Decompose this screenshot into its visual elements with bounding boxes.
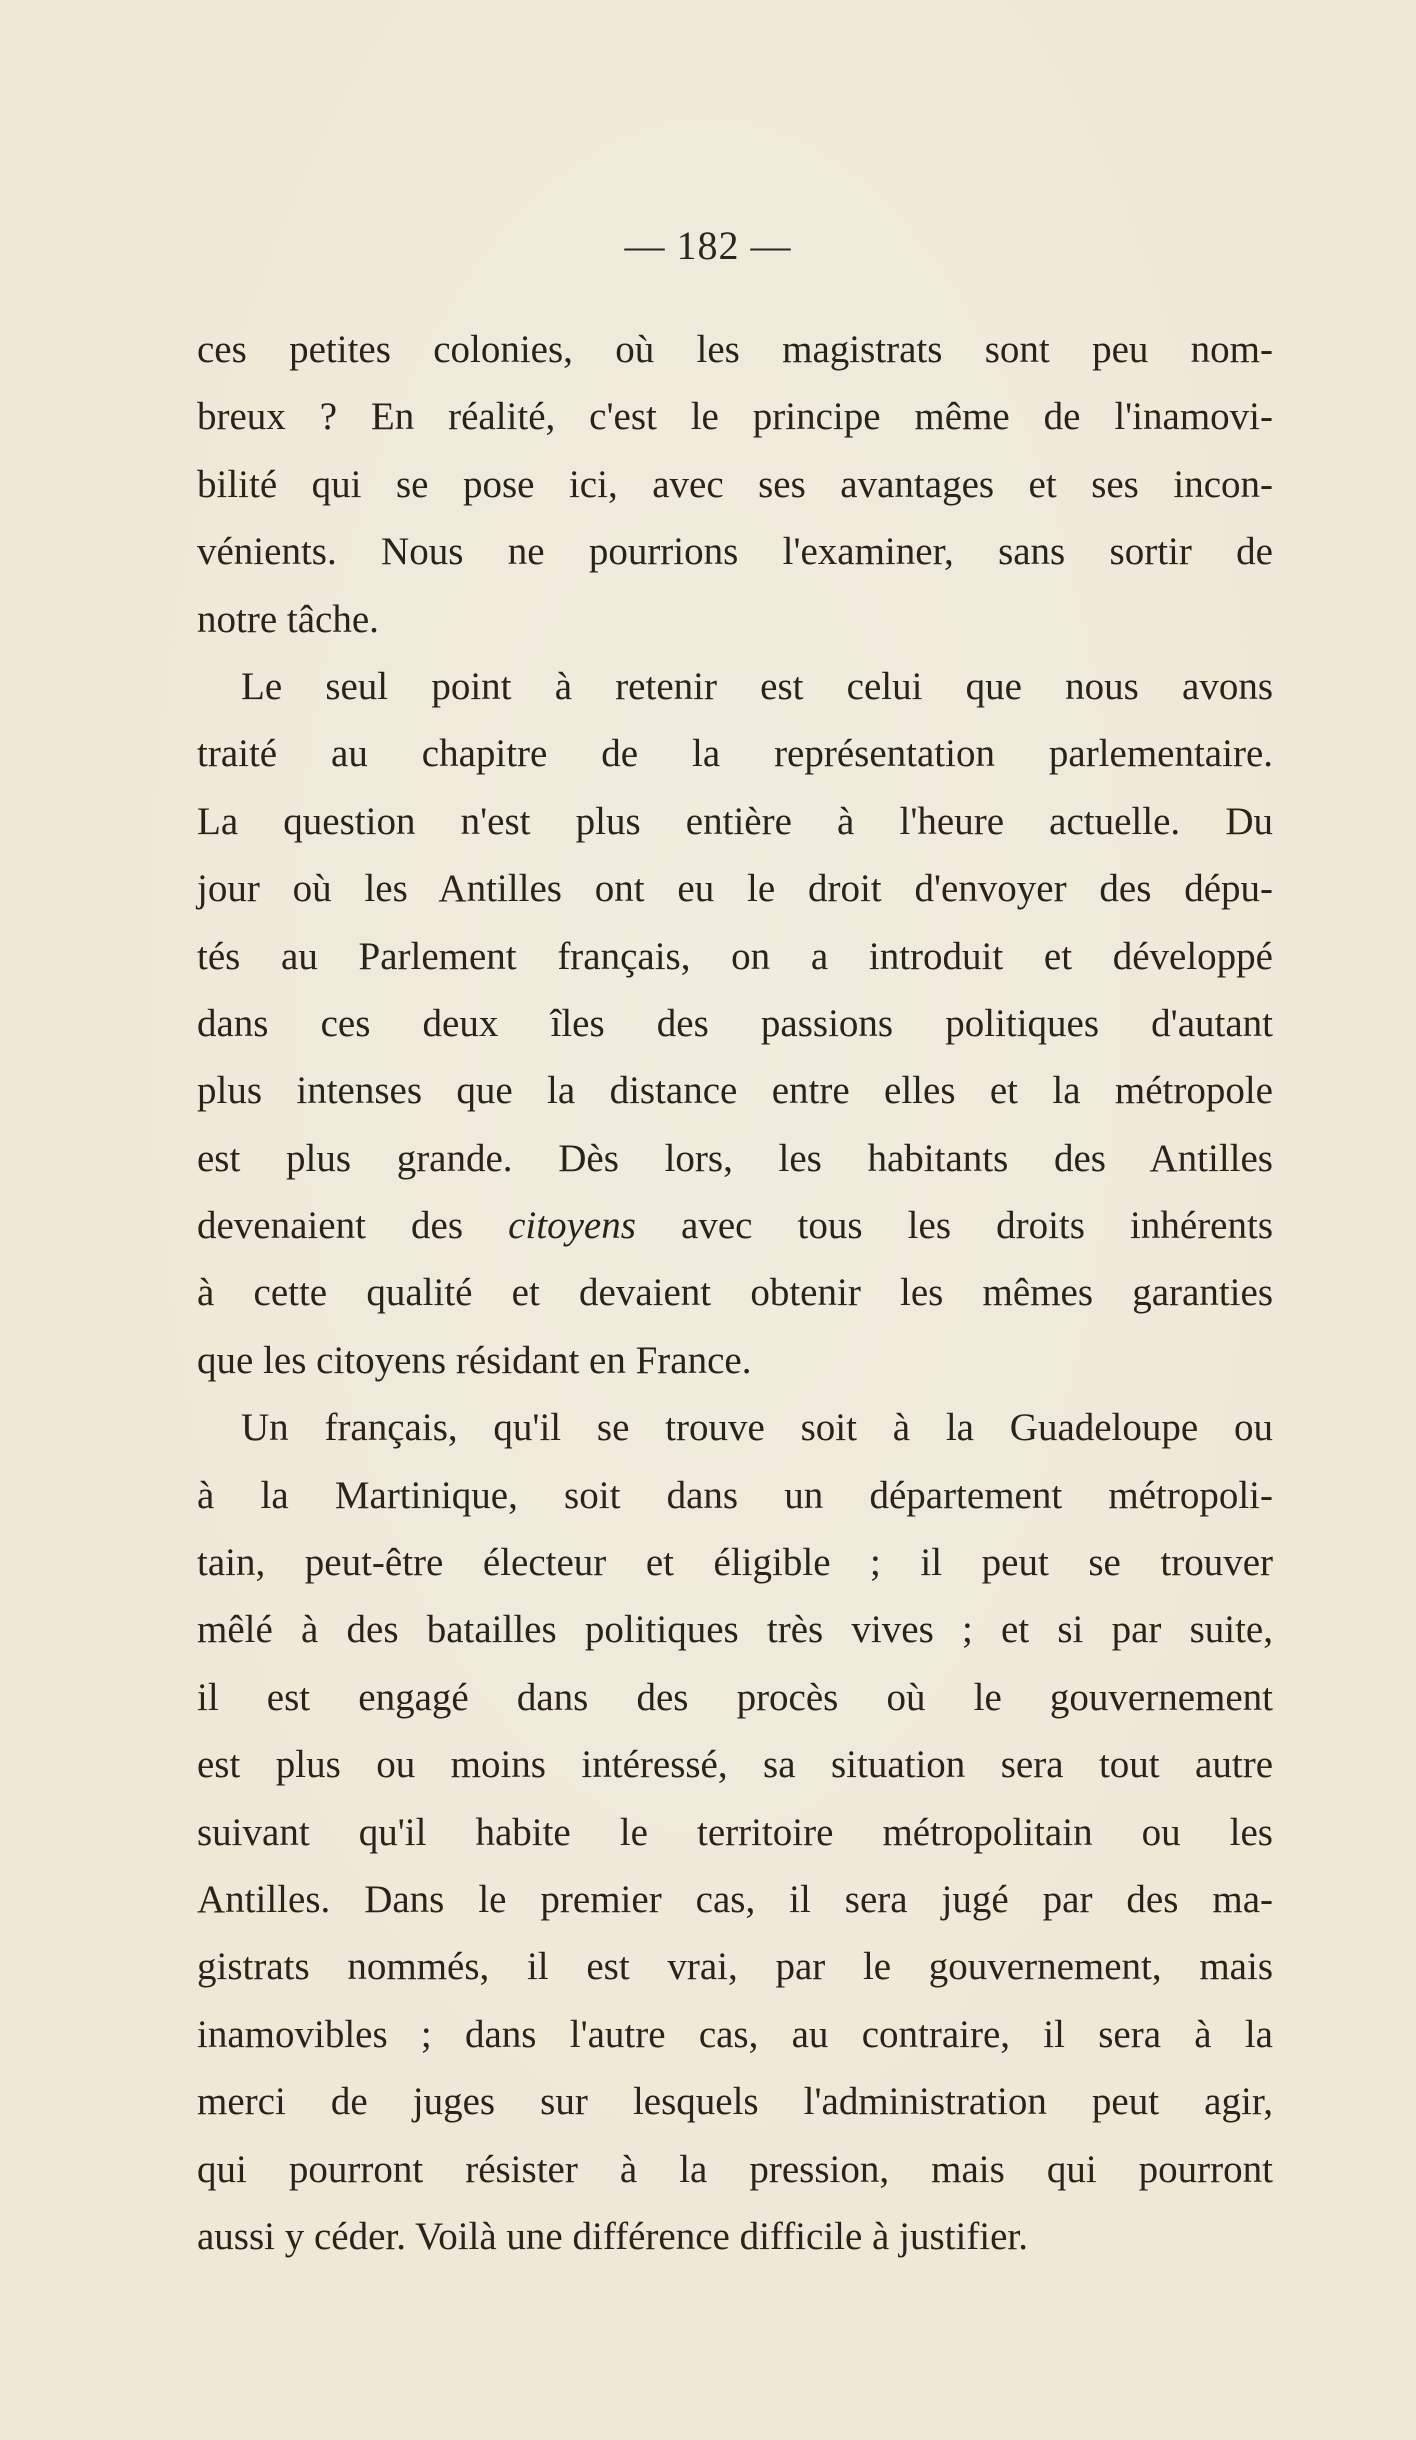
text-segment: bilité qui se pose ici, avec ses avantages et ses incon- (197, 462, 1273, 506)
text-line (197, 1259, 1273, 1326)
text-line (197, 1731, 1273, 1798)
text-segment: ces petites colonies, où les magistrats sont peu nom- (197, 328, 1273, 371)
text-line (197, 383, 1273, 450)
text-segment: mêlé à des batailles politiques très vives ; et si par suite, (197, 1608, 1273, 1652)
text-line (197, 586, 1273, 653)
text-line (197, 2001, 1273, 2068)
text-line (197, 1866, 1273, 1933)
emphasized-word: citoyens (508, 1204, 636, 1248)
text-line (197, 1125, 1273, 1192)
text-line (197, 788, 1273, 855)
text-segment: traité au chapitre de la représentation parlementaire. (197, 732, 1273, 776)
text-line (197, 653, 1273, 720)
text-line (197, 1057, 1273, 1124)
text-line (197, 1664, 1273, 1731)
text-line (197, 1462, 1273, 1529)
text-line (197, 720, 1273, 787)
text-line (197, 1529, 1273, 1596)
text-line (197, 855, 1273, 922)
text-segment: Un français, qu'il se trouve soit à la Guadeloupe ou (241, 1406, 1273, 1450)
text-line (197, 2136, 1273, 2203)
text-segment: suivant qu'il habite le territoire métropolitain ou les (197, 1810, 1273, 1854)
text-segment: Le seul point à retenir est celui que nous avons (241, 664, 1273, 708)
text-line (197, 923, 1273, 990)
body-text (197, 316, 1273, 2270)
text-segment: que les citoyens résidant en France. (197, 1338, 752, 1382)
text-segment: il est engagé dans des procès où le gouvernement (197, 1675, 1273, 1719)
text-segment: breux ? En réalité, c'est le principe même de l'inamovi- (197, 395, 1273, 439)
text-line (197, 1327, 1273, 1394)
text-segment: à cette qualité et devaient obtenir les mêmes garanties (197, 1271, 1273, 1315)
text-segment: La question n'est plus entière à l'heure actuelle. Du (197, 799, 1273, 843)
text-line (197, 518, 1273, 585)
text-segment: dans ces deux îles des passions politiques d'autant (197, 1001, 1273, 1045)
text-line (197, 451, 1273, 518)
text-segment: plus intenses que la distance entre elles et la métropole (197, 1069, 1273, 1113)
text-segment: jour où les Antilles ont eu le droit d'envoyer des dépu- (197, 867, 1273, 911)
text-line (197, 2068, 1273, 2135)
text-segment: gistrats nommés, il est vrai, par le gouvernement, mais (197, 1945, 1273, 1989)
text-line (197, 1596, 1273, 1663)
text-segment: tés au Parlement français, on a introduit et développé (197, 934, 1273, 978)
text-line (197, 316, 1273, 383)
text-segment: à la Martinique, soit dans un département métropoli- (197, 1473, 1273, 1517)
text-segment: aussi y céder. Voilà une différence difficile à justifier. (197, 2214, 1029, 2258)
text-segment: merci de juges sur lesquels l'administration peut agir, (197, 2080, 1273, 2124)
text-segment: devenaient des (197, 1204, 509, 1248)
text-line (197, 2203, 1273, 2270)
text-line (197, 1192, 1273, 1259)
text-segment: avec tous les droits inhérents (635, 1204, 1273, 1248)
text-segment: vénients. Nous ne pourrions l'examiner, sans sortir de (197, 530, 1273, 574)
text-segment: tain, peut-être électeur et éligible ; il peut se trouver (197, 1541, 1273, 1585)
text-segment: est plus ou moins intéressé, sa situation sera tout autre (197, 1743, 1273, 1787)
page-number: — 182 — (624, 223, 792, 268)
text-line (197, 1933, 1273, 2000)
text-segment: inamovibles ; dans l'autre cas, au contraire, il sera à la (197, 2012, 1273, 2056)
text-segment: notre tâche. (197, 597, 379, 641)
text-line (197, 990, 1273, 1057)
text-segment: qui pourront résister à la pression, mais qui pourront (197, 2147, 1273, 2191)
text-segment: est plus grande. Dès lors, les habitants des Antilles (197, 1136, 1273, 1180)
text-line (197, 1394, 1273, 1461)
text-segment: Antilles. Dans le premier cas, il sera jugé par des ma- (197, 1877, 1273, 1921)
text-line (197, 1799, 1273, 1866)
